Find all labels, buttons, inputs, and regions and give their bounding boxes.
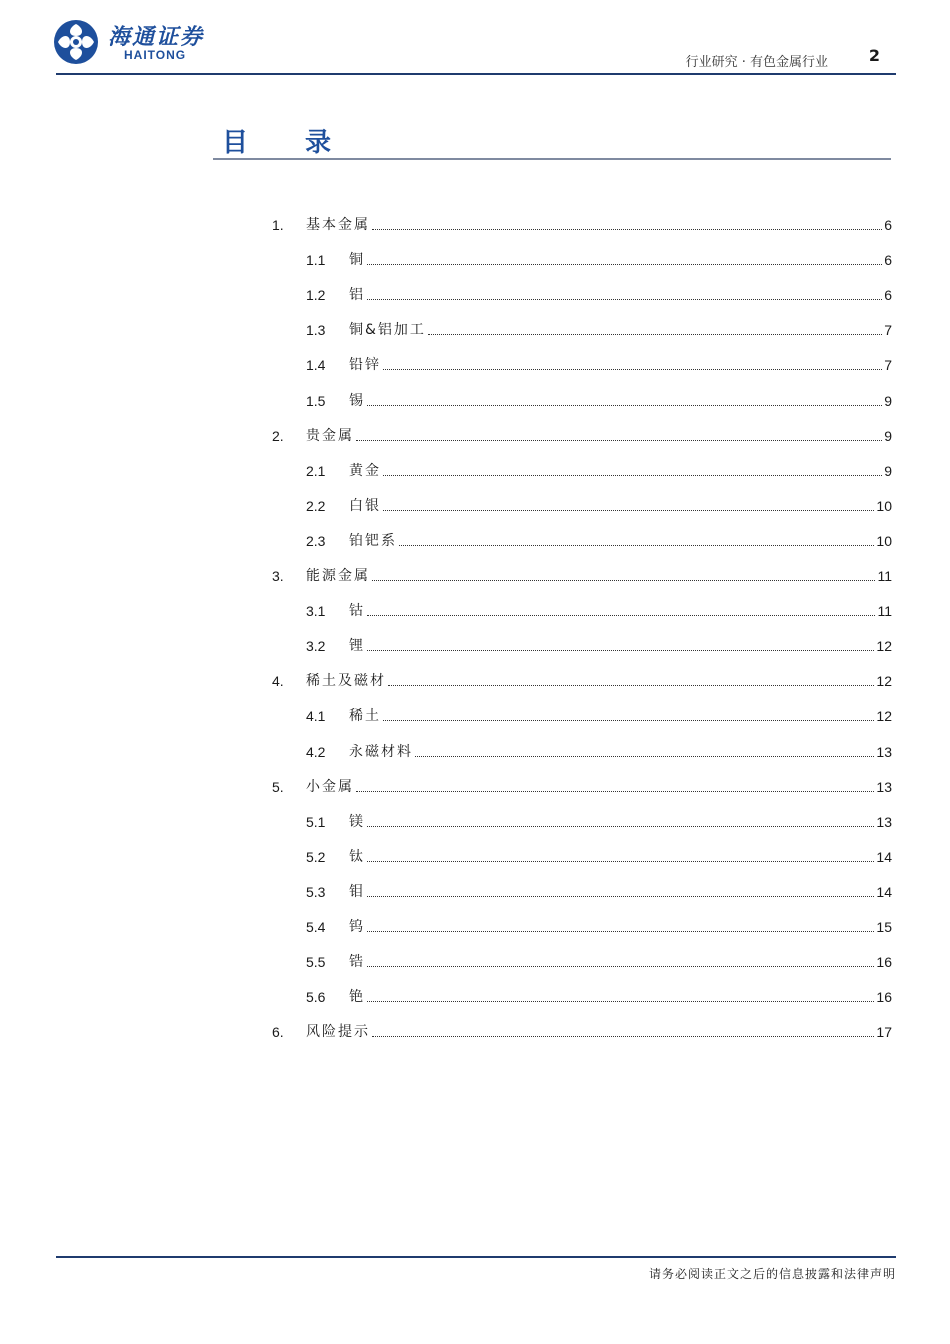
toc-entry-label: 基本金属	[306, 217, 370, 233]
toc-entry[interactable]	[272, 670, 892, 690]
toc-dot-leader	[367, 895, 874, 897]
toc-dot-leader	[356, 790, 874, 792]
toc-dot-leader	[372, 579, 875, 581]
toc-entry[interactable]	[306, 846, 892, 866]
page-header	[0, 0, 950, 80]
toc-entry-page: 9	[884, 392, 892, 409]
toc-dot-leader	[388, 684, 874, 686]
toc-entry[interactable]	[306, 390, 892, 410]
toc-entry-page: 7	[884, 357, 892, 374]
toc-entry[interactable]	[306, 319, 892, 339]
toc-entry-page: 15	[876, 919, 892, 935]
toc-entry-number: 2.	[272, 427, 284, 444]
toc-entry[interactable]	[306, 600, 892, 620]
toc-dot-leader	[399, 544, 874, 546]
toc-entry-number: 6.	[272, 1024, 284, 1041]
toc-entry-page: 12	[876, 708, 892, 725]
toc-dot-leader	[367, 263, 882, 265]
toc-dot-leader	[383, 368, 882, 370]
toc-entry-page: 11	[877, 603, 892, 620]
toc-dot-leader	[367, 965, 874, 967]
toc-entry-label: 锂	[349, 638, 365, 655]
toc-dot-leader	[367, 298, 882, 300]
toc-entry-number: 5.4	[306, 919, 326, 935]
toc-entry-page: 9	[884, 462, 892, 479]
header-divider	[56, 73, 896, 75]
toc-entry-number: 1.4	[306, 357, 326, 374]
toc-entry-number: 1.5	[306, 392, 326, 409]
toc-entry[interactable]	[306, 986, 892, 1006]
toc-entry-number: 2.1	[306, 462, 326, 479]
toc-entry-label: 铜&铝加工	[349, 322, 426, 339]
toc-entry-label: 钛	[349, 848, 365, 865]
toc-entry-number: 5.3	[306, 883, 326, 900]
toc-entry-label: 白银	[349, 497, 381, 514]
toc-dot-leader	[383, 474, 882, 476]
toc-entry-label: 能源金属	[306, 568, 370, 584]
toc-entry-page: 12	[876, 673, 892, 690]
toc-entry-label: 锆	[349, 954, 365, 971]
toc-dot-leader	[428, 333, 882, 335]
toc-entry[interactable]	[306, 705, 892, 725]
toc-entry-number: 1.2	[306, 287, 326, 304]
toc-entry-page: 7	[884, 322, 892, 339]
toc-entry-number: 1.1	[306, 252, 326, 269]
toc-entry-page: 13	[876, 743, 892, 760]
footer-divider	[56, 1256, 896, 1258]
toc-entry-number: 2.3	[306, 532, 326, 549]
toc-dot-leader	[372, 228, 882, 230]
toc-entry-number: 4.1	[306, 708, 326, 725]
toc-entry-number: 3.2	[306, 638, 326, 655]
toc-dot-leader	[415, 755, 874, 757]
toc-entry-number: 5.2	[306, 848, 326, 865]
page-number: 2	[868, 46, 880, 65]
toc-entry[interactable]	[272, 776, 892, 796]
toc-entry-page: 14	[876, 848, 892, 865]
toc-dot-leader	[367, 649, 874, 651]
toc-entry-label: 黄金	[349, 462, 381, 479]
toc-title-divider	[213, 158, 891, 160]
toc-dot-leader	[356, 439, 882, 441]
toc-entry[interactable]	[272, 1021, 892, 1041]
toc-entry-page: 11	[877, 568, 892, 584]
toc-entry-number: 3.	[272, 568, 284, 584]
toc-entry-number: 4.2	[306, 743, 326, 760]
toc-entry-page: 12	[876, 638, 892, 655]
toc-entry[interactable]	[306, 354, 892, 374]
toc-entry-label: 稀土及磁材	[306, 673, 386, 690]
toc-entry[interactable]	[306, 635, 892, 655]
toc-entry-number: 5.1	[306, 813, 326, 830]
toc-entry-number: 3.1	[306, 603, 326, 620]
toc-entry-page: 6	[884, 217, 892, 233]
toc-entry-number: 5.6	[306, 989, 326, 1006]
toc-dot-leader	[367, 860, 874, 862]
toc-entry-label: 铂钯系	[349, 532, 397, 549]
toc-dot-leader	[367, 614, 875, 616]
toc-entry-page: 9	[884, 427, 892, 444]
toc-entry-label: 铅锌	[349, 357, 381, 374]
toc-entry[interactable]	[306, 530, 892, 550]
toc-entry[interactable]	[306, 284, 892, 304]
toc-dot-leader	[367, 404, 882, 406]
toc-entry-number: 5.5	[306, 954, 326, 971]
toc-entry-number: 1.	[272, 217, 284, 233]
toc-entry-page: 6	[884, 252, 892, 269]
toc-entry[interactable]	[306, 951, 892, 971]
toc-entry-label: 锡	[349, 392, 365, 409]
toc-entry[interactable]	[306, 460, 892, 480]
toc-entry[interactable]	[306, 249, 892, 269]
toc-entry-number: 4.	[272, 673, 284, 690]
toc-dot-leader	[367, 930, 874, 932]
toc-entry[interactable]	[306, 741, 892, 761]
toc-entry-label: 铯	[349, 989, 365, 1006]
toc-title: 目 录	[222, 128, 356, 158]
toc-entry-label: 永磁材料	[349, 743, 413, 760]
footer-disclaimer: 请务必阅读正文之后的信息披露和法律声明	[648, 1267, 896, 1281]
logo-chinese-name: 海通证券	[108, 24, 205, 50]
logo-english-name: HAITONG	[124, 48, 187, 62]
toc-entry[interactable]	[306, 495, 892, 515]
toc-dot-leader	[367, 825, 874, 827]
toc-entry[interactable]	[306, 811, 892, 831]
toc-dot-leader	[367, 1000, 874, 1002]
toc-entry-label: 镁	[349, 813, 365, 830]
toc-entry-page: 10	[876, 497, 892, 514]
toc-entry-label: 稀土	[349, 708, 381, 725]
toc-dot-leader	[383, 509, 874, 511]
toc-entry-label: 钴	[349, 603, 365, 620]
toc-entry-number: 2.2	[306, 497, 326, 514]
toc-entry-label: 铜	[349, 252, 365, 269]
toc-dot-leader	[372, 1035, 874, 1037]
report-category: 行业研究 · 有色金属行业	[685, 55, 828, 70]
toc-entry-page: 16	[876, 989, 892, 1006]
toc-entry-page: 13	[876, 813, 892, 830]
toc-entry-label: 风险提示	[306, 1024, 370, 1041]
toc-entry-page: 6	[884, 287, 892, 304]
toc-entry-page: 14	[876, 883, 892, 900]
toc-entry-label: 钨	[349, 919, 365, 935]
toc-entry-label: 铝	[349, 287, 365, 304]
toc-entry[interactable]	[272, 565, 892, 585]
haitong-logo-icon	[52, 18, 100, 66]
toc-dot-leader	[383, 719, 874, 721]
toc-entry-label: 贵金属	[306, 427, 354, 444]
toc-entry[interactable]	[306, 881, 892, 901]
toc-entry[interactable]	[272, 214, 892, 234]
toc-entry[interactable]	[306, 916, 892, 936]
toc-entry-page: 16	[876, 954, 892, 971]
toc-entry-page: 10	[876, 532, 892, 549]
toc-entry-label: 小金属	[306, 778, 354, 795]
toc-entry-label: 钼	[349, 883, 365, 900]
toc-entry[interactable]	[272, 425, 892, 445]
toc-entry-number: 1.3	[306, 322, 326, 339]
toc-entry-number: 5.	[272, 778, 284, 795]
toc-entry-page: 17	[876, 1024, 892, 1041]
toc-entry-page: 13	[876, 778, 892, 795]
